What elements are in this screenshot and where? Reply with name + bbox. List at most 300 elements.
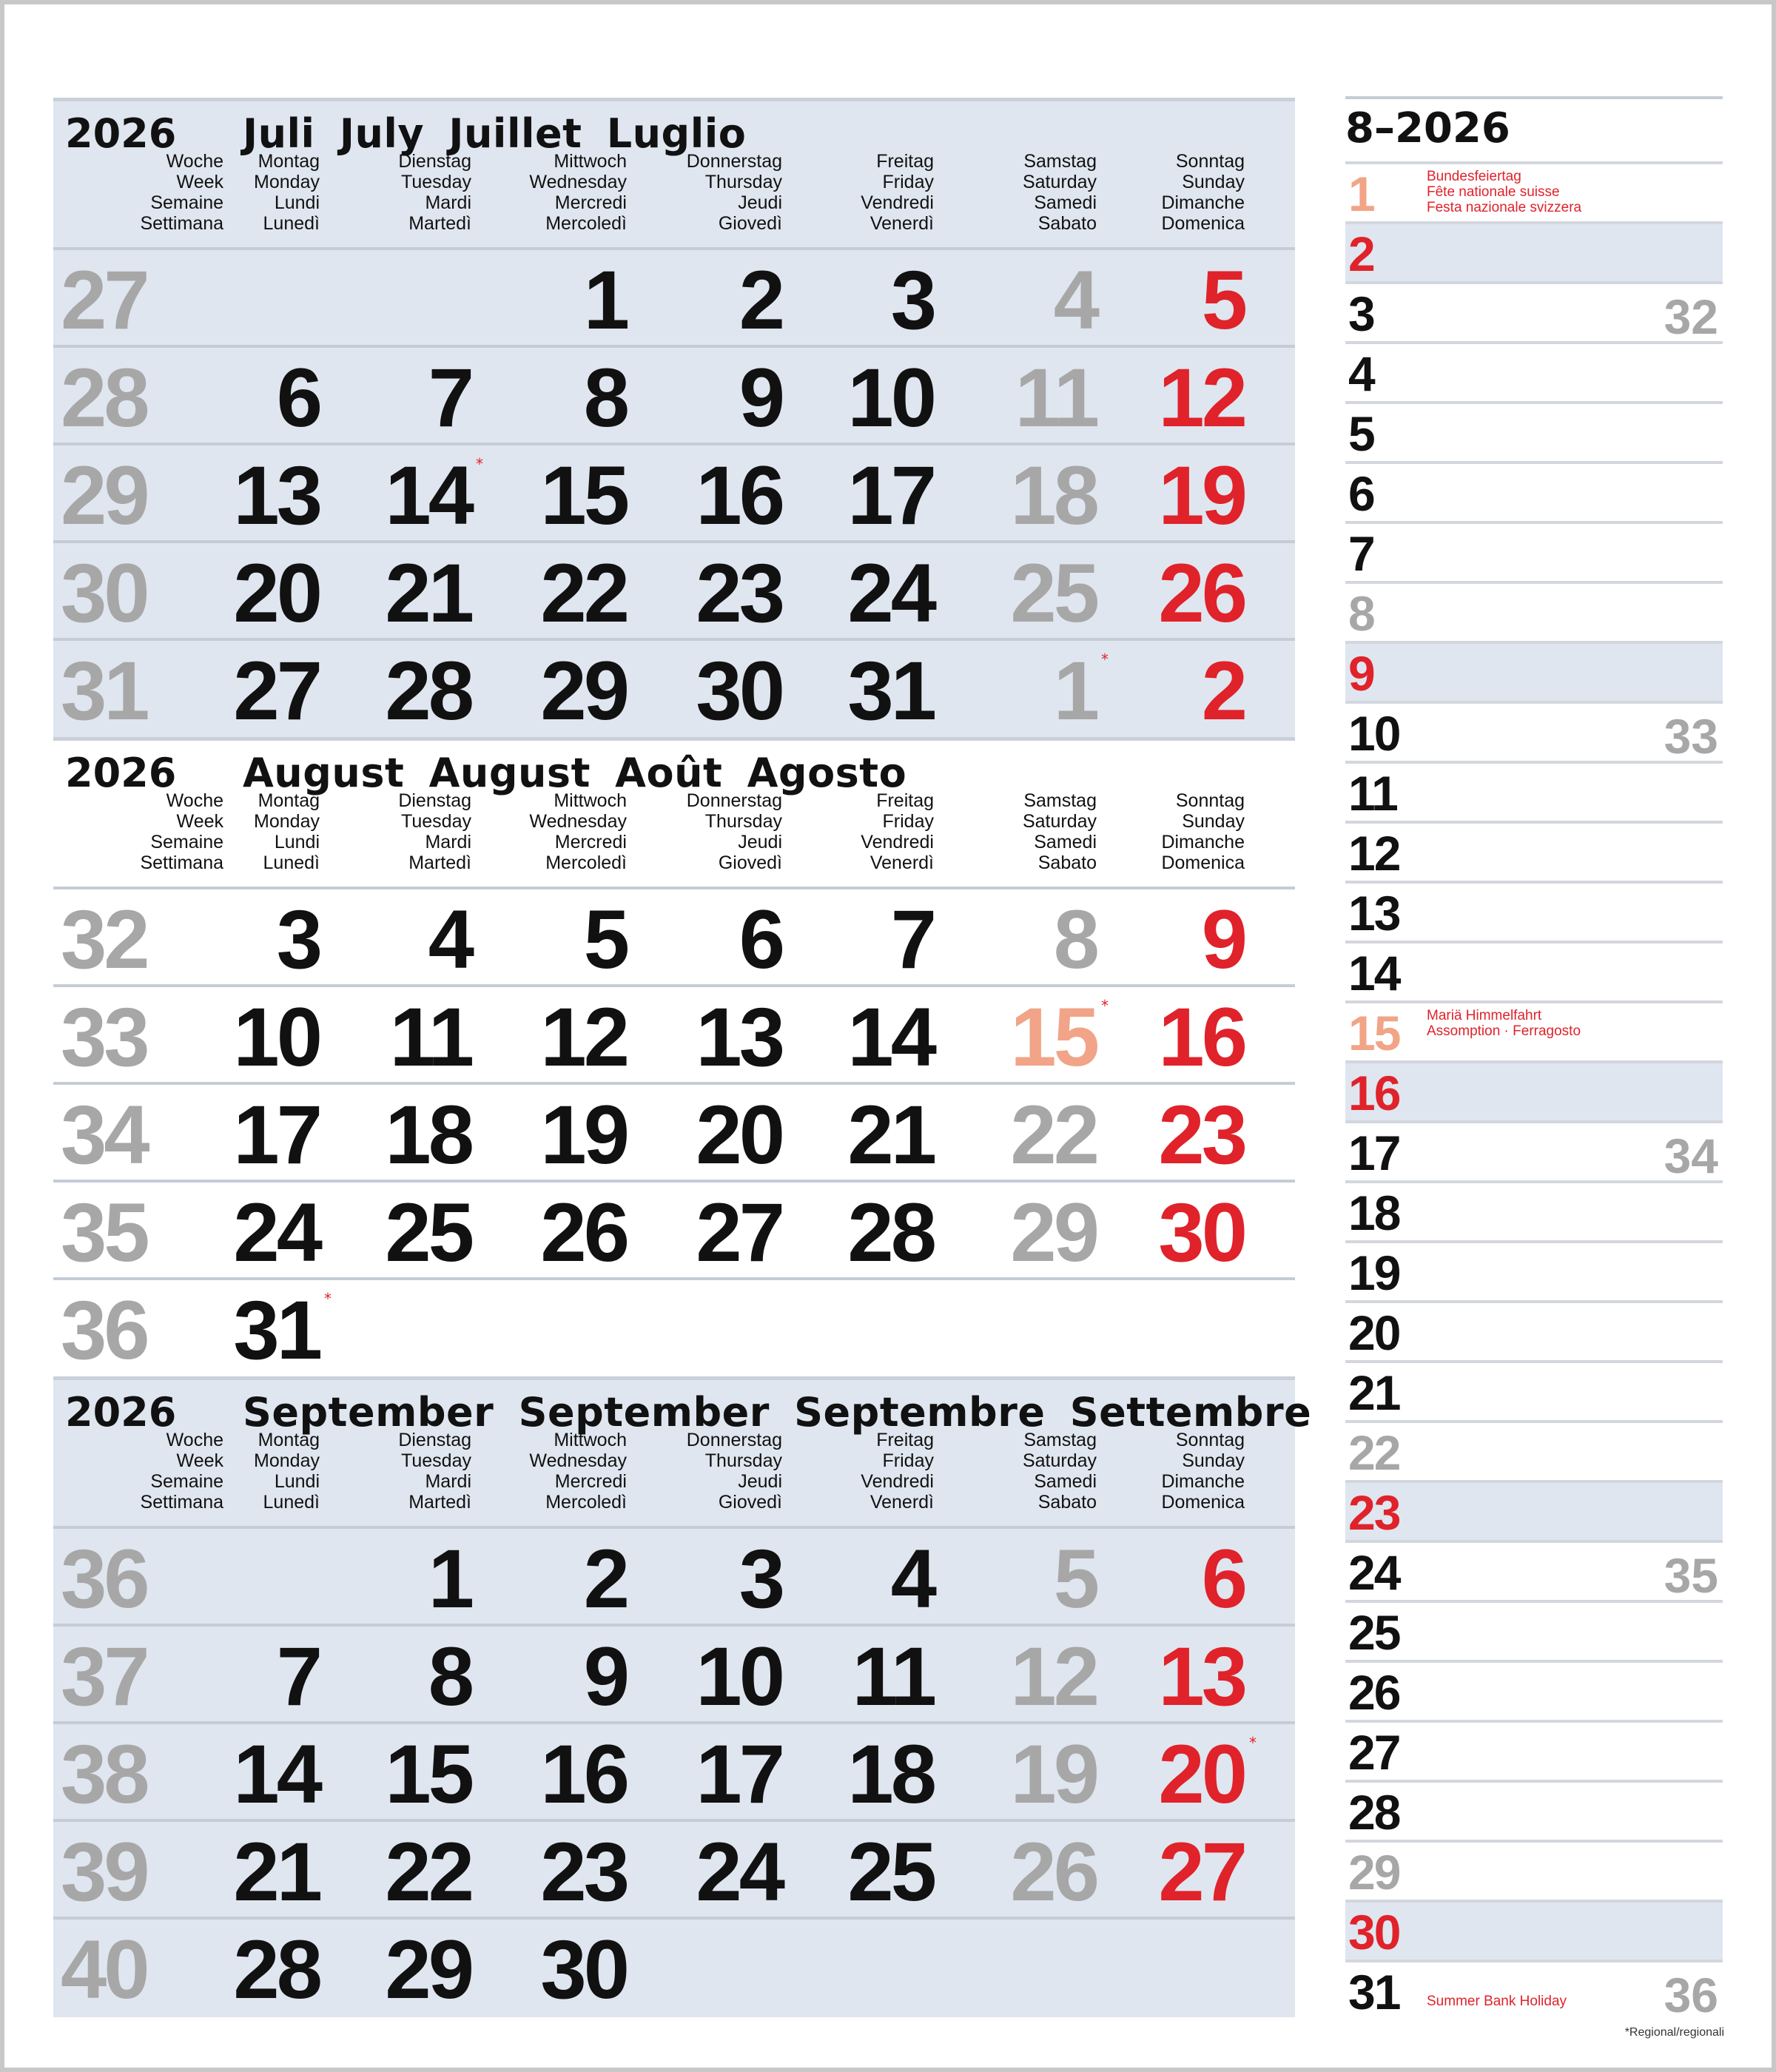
week-number: 36 — [61, 1533, 147, 1625]
detail-day-number: 29 — [1348, 1845, 1400, 1900]
detail-day-number: 7 — [1348, 526, 1374, 581]
detail-week-number: 35 — [1664, 1548, 1718, 1603]
week-number: 28 — [61, 352, 147, 444]
week-number: 33 — [61, 991, 147, 1083]
detail-day-number: 6 — [1348, 466, 1374, 521]
weekday-label-line: Donnerstag — [686, 1430, 782, 1450]
weekday-label — [627, 1430, 782, 1513]
day-number: 18 — [847, 1728, 934, 1820]
weekday-label — [471, 151, 627, 234]
day-number: 7 — [890, 893, 934, 986]
day-number: 7 — [276, 1630, 320, 1723]
day-number: 8 — [428, 1630, 471, 1723]
week-number: 39 — [61, 1826, 147, 1918]
week-number: 32 — [61, 893, 147, 986]
weekday-label-line: Venerdì — [870, 852, 934, 873]
weekday-label-line: Monday — [254, 1450, 320, 1471]
day-number: 31 — [847, 645, 934, 737]
weekday-label-line: Samedi — [1034, 192, 1097, 213]
week-number: 35 — [61, 1186, 147, 1279]
weekday-label-line: Sunday — [1182, 172, 1245, 192]
day-number: 15 — [385, 1728, 471, 1820]
weekday-label-line: Samstag — [1023, 1430, 1097, 1450]
day-number: 18 — [1010, 449, 1097, 542]
weekday-label-line: Lundi — [274, 192, 320, 213]
weekday-label-line: Samedi — [1034, 832, 1097, 852]
detail-day-row — [1345, 821, 1723, 881]
weekday-label-line: Mercredi — [554, 192, 627, 213]
week-number: 34 — [61, 1089, 147, 1181]
detail-day-number: 27 — [1348, 1725, 1400, 1780]
weekday-label-line: Jeudi — [738, 1471, 782, 1492]
detail-day-number: 26 — [1348, 1665, 1400, 1720]
day-number: 17 — [847, 449, 934, 542]
weekday-label-line: Giovedì — [718, 852, 782, 873]
weekday-label-line: Montag — [258, 151, 320, 172]
weekday-label-line: Settimana — [140, 852, 223, 873]
detail-day-row — [1345, 641, 1723, 701]
weekday-label-line: Settimana — [140, 213, 223, 234]
weekday-label-line: Mardi — [425, 832, 471, 852]
day-number: 6 — [739, 893, 782, 986]
day-number: 5 — [583, 893, 627, 986]
day-number: 26 — [1010, 1826, 1097, 1918]
month-year: 2026 — [65, 110, 177, 157]
month-year: 2026 — [65, 750, 177, 796]
day-number: 2 — [739, 254, 782, 346]
day-number: 4 — [428, 893, 471, 986]
day-number: 4 — [890, 1533, 934, 1625]
day-number: 5 — [1201, 254, 1245, 346]
weekday-label-line: Saturday — [1022, 1450, 1097, 1471]
weekday-label-line: Settimana — [140, 1492, 223, 1513]
weekday-label-line: Friday — [882, 1450, 934, 1471]
weekday-label-line: Sonntag — [1175, 151, 1245, 172]
week-number: 29 — [61, 449, 147, 542]
detail-day-number: 8 — [1348, 586, 1374, 641]
day-number: 19 — [1010, 1728, 1097, 1820]
weekday-label-line: Vendredi — [861, 832, 934, 852]
day-number: 13 — [1158, 1630, 1245, 1723]
weekday-label — [778, 790, 934, 873]
weekday-label-line: Mercoledì — [545, 852, 627, 873]
footnote: *Regional/regionali — [1624, 2026, 1724, 2039]
detail-day-row — [1345, 461, 1723, 521]
weekday-label-line: Mittwoch — [554, 1430, 627, 1450]
weekday-label-line: Lundi — [274, 1471, 320, 1492]
detail-day-number: 10 — [1348, 706, 1400, 761]
weekday-label-line: Mittwoch — [554, 790, 627, 811]
weekday-label-line: Saturday — [1022, 811, 1097, 832]
holiday-note: Mariä Himmelfahrt — [1427, 1008, 1542, 1023]
detail-day-number: 5 — [1348, 406, 1374, 461]
detail-day-number: 25 — [1348, 1605, 1400, 1660]
day-number: 2 — [583, 1533, 627, 1625]
detail-day-row — [1345, 1000, 1723, 1060]
weekday-label — [316, 151, 471, 234]
day-number: 26 — [540, 1186, 627, 1279]
day-number: 8 — [1053, 893, 1097, 986]
day-number: 28 — [847, 1186, 934, 1279]
day-number: 25 — [847, 1826, 934, 1918]
day-number: 9 — [583, 1630, 627, 1723]
weekday-label-line: Giovedì — [718, 213, 782, 234]
week-row — [53, 1624, 1295, 1721]
day-number: 11 — [389, 991, 471, 1083]
detail-day-number: 22 — [1348, 1425, 1400, 1480]
detail-day-number: 30 — [1348, 1905, 1400, 1960]
detail-week-number: 34 — [1664, 1128, 1718, 1183]
detail-title: 8–2026 — [1345, 104, 1510, 152]
weekday-label-line: Mercredi — [554, 832, 627, 852]
weekday-label-line: Dienstag — [398, 1430, 471, 1450]
detail-day-row — [1345, 161, 1723, 221]
weekday-label-line: Freitag — [876, 151, 934, 172]
holiday-note: Bundesfeiertag — [1427, 169, 1521, 184]
week-row — [53, 345, 1295, 443]
day-number: 22 — [1010, 1089, 1097, 1181]
week-number: 30 — [61, 547, 147, 639]
day-number: 9 — [1201, 893, 1245, 986]
detail-day-row — [1345, 401, 1723, 461]
weekday-label-line: Jeudi — [738, 192, 782, 213]
weekday-label-line: Mercredi — [554, 1471, 627, 1492]
day-number: 30 — [1158, 1186, 1245, 1279]
week-number: 27 — [61, 254, 147, 346]
month-year: 2026 — [65, 1389, 177, 1436]
weekday-label-line: Venerdì — [870, 213, 934, 234]
weekday-label-line: Martedì — [408, 852, 471, 873]
weekday-label — [778, 1430, 934, 1513]
detail-day-row — [1345, 761, 1723, 821]
weekday-label-line: Sunday — [1182, 811, 1245, 832]
day-number: 28 — [233, 1923, 320, 2016]
week-row — [53, 1526, 1295, 1624]
week-row — [53, 1082, 1295, 1180]
day-number: 10 — [233, 991, 320, 1083]
divider — [1345, 96, 1723, 99]
weekday-label-line: Sabato — [1037, 213, 1097, 234]
weekday-label — [1089, 1430, 1245, 1513]
detail-day-number: 2 — [1348, 226, 1374, 281]
day-number: 16 — [1158, 991, 1245, 1083]
day-number: 3 — [739, 1533, 782, 1625]
day-number: 29 — [1010, 1186, 1097, 1279]
weekday-label-line: Mittwoch — [554, 151, 627, 172]
week-row — [53, 984, 1295, 1082]
week-row — [53, 1277, 1295, 1375]
day-number: 22 — [540, 547, 627, 639]
detail-day-row — [1345, 1180, 1723, 1240]
day-number: 21 — [847, 1089, 934, 1181]
weekday-label-line: Friday — [882, 811, 934, 832]
day-number: 11 — [1015, 352, 1097, 444]
detail-day-number: 4 — [1348, 346, 1374, 401]
day-number: 24 — [847, 547, 934, 639]
weekday-label-line: Sabato — [1037, 1492, 1097, 1513]
weekday-label-line: Wednesday — [529, 1450, 627, 1471]
weekday-label-line: Mardi — [425, 192, 471, 213]
day-number: 22 — [385, 1826, 471, 1918]
day-number: 10 — [847, 352, 934, 444]
weekday-label-line: Sonntag — [1175, 790, 1245, 811]
weekday-label-line: Domenica — [1161, 213, 1245, 234]
weekday-label-line: Semaine — [150, 1471, 223, 1492]
weekday-label-line: Dienstag — [398, 790, 471, 811]
week-row — [53, 1721, 1295, 1819]
weekday-label-line: Dienstag — [398, 151, 471, 172]
weekday-label-line: Week — [176, 172, 223, 192]
day-number: 12 — [540, 991, 627, 1083]
weekday-label-line: Lunedì — [263, 1492, 320, 1513]
detail-day-number: 14 — [1348, 946, 1400, 1000]
detail-day-row — [1345, 1840, 1723, 1900]
weekday-label-line: Lundi — [274, 832, 320, 852]
month-block — [53, 98, 1295, 739]
weekday-label-line: Saturday — [1022, 172, 1097, 192]
weekday-label-line: Donnerstag — [686, 151, 782, 172]
day-number: 6 — [1201, 1533, 1245, 1625]
detail-week-number: 33 — [1664, 709, 1718, 764]
detail-day-row — [1345, 1780, 1723, 1840]
weekday-label-line: Montag — [258, 1430, 320, 1450]
weekday-label — [941, 1430, 1097, 1513]
weekday-label-line: Vendredi — [861, 1471, 934, 1492]
day-number: 19 — [1158, 449, 1245, 542]
day-number: 20 — [233, 547, 320, 639]
week-row — [53, 247, 1295, 345]
weekday-label-line: Wednesday — [529, 811, 627, 832]
day-number: 3 — [276, 893, 320, 986]
detail-day-row — [1345, 1960, 1723, 2022]
weekday-label — [1089, 790, 1245, 873]
day-number: 1 — [428, 1533, 471, 1625]
weekday-label-line: Montag — [258, 790, 320, 811]
day-number: 8 — [583, 352, 627, 444]
weekday-label — [164, 790, 320, 873]
week-number: 31 — [61, 645, 147, 737]
day-number: 16 — [696, 449, 782, 542]
regional-marker-icon: * — [324, 1290, 332, 1308]
day-number: 2 — [1201, 645, 1245, 737]
weekday-label-line: Week — [176, 811, 223, 832]
weekday-label-line: Thursday — [704, 1450, 782, 1471]
day-number: 9 — [739, 352, 782, 444]
detail-day-number: 9 — [1348, 646, 1374, 701]
detail-day-row — [1345, 581, 1723, 641]
week-row — [53, 443, 1295, 540]
day-number: 1 — [583, 254, 627, 346]
detail-day-number: 1 — [1348, 166, 1374, 221]
weekday-label-line: Tuesday — [401, 811, 471, 832]
weekday-label-line: Venerdì — [870, 1492, 934, 1513]
detail-day-number: 21 — [1348, 1365, 1400, 1420]
day-number: 27 — [1158, 1826, 1245, 1918]
weekday-label — [778, 151, 934, 234]
day-number: 31 — [233, 1284, 320, 1376]
day-number: 27 — [696, 1186, 782, 1279]
day-number: 23 — [540, 1826, 627, 1918]
detail-day-row — [1345, 1900, 1723, 1960]
weekday-label-line: Vendredi — [861, 192, 934, 213]
day-number: 6 — [276, 352, 320, 444]
week-row — [53, 638, 1295, 736]
day-number: 14 — [385, 449, 471, 542]
weekday-label-line: Thursday — [704, 811, 782, 832]
weekday-label-line: Samedi — [1034, 1471, 1097, 1492]
weekday-label-line: Sunday — [1182, 1450, 1245, 1471]
day-number: 12 — [1158, 352, 1245, 444]
weekday-label-line: Martedì — [408, 213, 471, 234]
day-number: 4 — [1053, 254, 1097, 346]
detail-day-row — [1345, 341, 1723, 401]
detail-day-row — [1345, 701, 1723, 764]
regional-marker-icon: * — [1101, 650, 1109, 668]
detail-day-number: 23 — [1348, 1485, 1400, 1540]
weekday-label — [316, 1430, 471, 1513]
day-number: 11 — [852, 1630, 934, 1723]
weekday-label — [941, 790, 1097, 873]
weekday-label-line: Samstag — [1023, 790, 1097, 811]
weekday-label-line: Giovedì — [718, 1492, 782, 1513]
day-number: 29 — [540, 645, 627, 737]
detail-day-row — [1345, 1660, 1723, 1720]
weekday-label — [471, 790, 627, 873]
day-number: 28 — [385, 645, 471, 737]
detail-day-number: 28 — [1348, 1785, 1400, 1840]
day-number: 20 — [696, 1089, 782, 1181]
detail-day-number: 12 — [1348, 826, 1400, 881]
detail-day-number: 31 — [1348, 1965, 1400, 2019]
weekday-label-line: Mardi — [425, 1471, 471, 1492]
day-number: 16 — [540, 1728, 627, 1820]
day-number: 17 — [696, 1728, 782, 1820]
day-number: 29 — [385, 1923, 471, 2016]
detail-day-row — [1345, 1240, 1723, 1300]
day-number: 20 — [1158, 1728, 1245, 1820]
detail-day-row — [1345, 1120, 1723, 1183]
day-number: 30 — [696, 645, 782, 737]
detail-day-number: 24 — [1348, 1545, 1400, 1600]
detail-day-number: 20 — [1348, 1305, 1400, 1360]
weekday-label-line: Martedì — [408, 1492, 471, 1513]
week-number: 37 — [61, 1630, 147, 1723]
detail-day-number: 17 — [1348, 1126, 1400, 1180]
day-number: 3 — [890, 254, 934, 346]
detail-day-number: 18 — [1348, 1185, 1400, 1240]
weekday-label-line: Sabato — [1037, 852, 1097, 873]
holiday-note: Fête nationale suisse — [1427, 184, 1560, 200]
month-title: Juli July Juillet Luglio — [243, 110, 747, 157]
detail-day-row — [1345, 1060, 1723, 1120]
weekday-label-line: Tuesday — [401, 1450, 471, 1471]
weekday-label-line: Lunedì — [263, 852, 320, 873]
holiday-note: Festa nazionale svizzera — [1427, 200, 1582, 215]
weekday-label-line: Samstag — [1023, 151, 1097, 172]
weekday-label — [164, 151, 320, 234]
detail-day-row — [1345, 1540, 1723, 1603]
day-number: 15 — [1010, 991, 1097, 1083]
week-row — [53, 1180, 1295, 1277]
day-number: 17 — [233, 1089, 320, 1181]
detail-day-row — [1345, 1720, 1723, 1780]
weekday-label-line: Jeudi — [738, 832, 782, 852]
detail-day-number: 15 — [1348, 1006, 1400, 1060]
day-number: 15 — [540, 449, 627, 542]
weekday-label-line: Dimanche — [1161, 1471, 1245, 1492]
month-title: September September Septembre Settembre — [243, 1389, 1312, 1436]
weekday-label-line: Semaine — [150, 192, 223, 213]
weekday-label-line: Domenica — [1161, 852, 1245, 873]
day-number: 30 — [540, 1923, 627, 2016]
weekday-label-line: Monday — [254, 172, 320, 192]
weekday-label-line: Donnerstag — [686, 790, 782, 811]
detail-day-row — [1345, 1480, 1723, 1540]
day-number: 18 — [385, 1089, 471, 1181]
day-number: 10 — [696, 1630, 782, 1723]
weekday-label-line: Week — [176, 1450, 223, 1471]
day-number: 21 — [385, 547, 471, 639]
day-number: 23 — [696, 547, 782, 639]
week-row — [53, 540, 1295, 638]
weekday-label-line: Woche — [166, 790, 223, 811]
week-number: 40 — [61, 1923, 147, 2016]
detail-day-row — [1345, 1360, 1723, 1420]
regional-marker-icon: * — [1249, 1734, 1257, 1752]
day-number: 1 — [1053, 645, 1097, 737]
weekday-label-line: Semaine — [150, 832, 223, 852]
week-number: 36 — [61, 1284, 147, 1376]
detail-day-row — [1345, 521, 1723, 581]
detail-day-number: 11 — [1348, 766, 1397, 821]
weekday-label-line: Lunedì — [263, 213, 320, 234]
week-row — [53, 887, 1295, 984]
day-number: 26 — [1158, 547, 1245, 639]
weekday-label-line: Mercoledì — [545, 213, 627, 234]
weekday-label-line: Thursday — [704, 172, 782, 192]
weekday-label-line: Freitag — [876, 790, 934, 811]
day-number: 21 — [233, 1826, 320, 1918]
detail-day-row — [1345, 221, 1723, 281]
weekday-label-line: Woche — [166, 151, 223, 172]
weekday-label — [627, 151, 782, 234]
day-number: 13 — [233, 449, 320, 542]
day-number: 13 — [696, 991, 782, 1083]
weekday-label-line: Domenica — [1161, 1492, 1245, 1513]
day-number: 27 — [233, 645, 320, 737]
day-number: 19 — [540, 1089, 627, 1181]
detail-day-row — [1345, 941, 1723, 1000]
weekday-label — [164, 1430, 320, 1513]
detail-week-number: 32 — [1664, 289, 1718, 344]
weekday-label — [1089, 151, 1245, 234]
day-number: 5 — [1053, 1533, 1097, 1625]
month-block — [53, 1376, 1312, 2017]
weekday-label — [471, 1430, 627, 1513]
detail-day-number: 19 — [1348, 1245, 1400, 1300]
regional-marker-icon: * — [1101, 997, 1109, 1015]
weekday-label-line: Freitag — [876, 1430, 934, 1450]
weekday-label-line: Wednesday — [529, 172, 627, 192]
detail-day-row — [1345, 281, 1723, 344]
week-row — [53, 1917, 1295, 2014]
day-number: 25 — [385, 1186, 471, 1279]
day-number: 24 — [696, 1826, 782, 1918]
weekday-label-line: Dimanche — [1161, 192, 1245, 213]
weekday-label-line: Dimanche — [1161, 832, 1245, 852]
weekday-label-line: Monday — [254, 811, 320, 832]
weekday-label — [627, 790, 782, 873]
